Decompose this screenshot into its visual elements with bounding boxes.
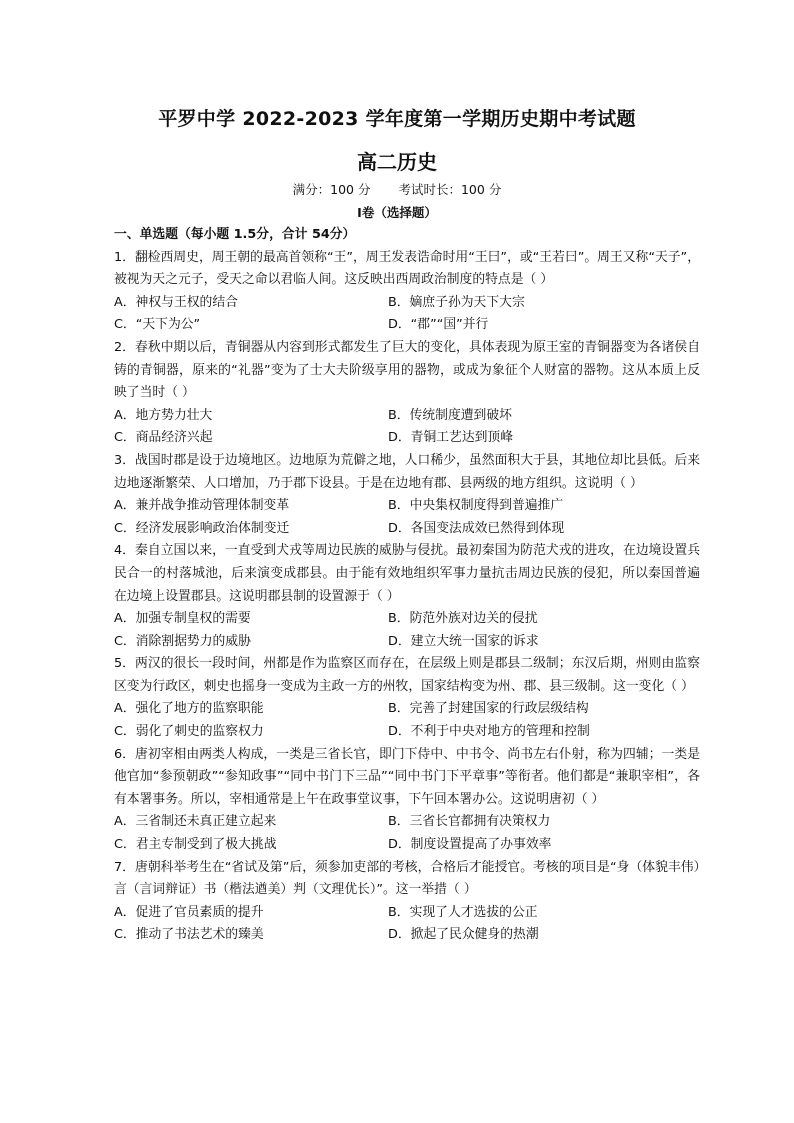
exam-subtitle: 高二历史 [357, 150, 437, 174]
section-heading: 一、单选题（每小题 1.5分，合计 54分） [114, 227, 356, 242]
options [114, 698, 700, 743]
question-5 [114, 653, 700, 743]
option-d: D．青铜工艺达到顶峰 [388, 430, 514, 446]
exam-title: 平罗中学 2022-2023 学年度第一学期历史期中考试题 [158, 108, 636, 130]
option-b: B．完善了封建国家的行政层级结构 [388, 701, 589, 717]
option-a: A．强化了地方的监察职能 [114, 701, 264, 717]
question-1 [114, 247, 700, 337]
option-a: A．地方势力壮大 [114, 407, 213, 423]
option-a: A．加强专制皇权的需要 [114, 611, 251, 627]
option-a: A．兼并战争推动管理体制变革 [114, 498, 290, 514]
option-d: D．建立大统一国家的诉求 [388, 633, 539, 649]
option-c: C．经济发展影响政治体制变迁 [114, 520, 290, 536]
option-c: C．消除割据势力的威胁 [114, 633, 251, 649]
option-b: B．三省长官都拥有决策权力 [388, 814, 551, 830]
question-stem: 4．秦自立国以来，一直受到犬戎等周边民族的威胁与侵扰。最初秦国为防范犬戎的进攻，在边境设置兵民合一的村落城池，后来演变成郡县。由于能有效地组织军事力量抗击周边民族的侵犯，所以秦国普遍在边境上设置郡县。这说明郡县制的设置源于（ ） [114, 543, 700, 604]
full-score: 满分：100 分 [292, 182, 371, 197]
option-d: D．“郡”“国”并行 [388, 317, 489, 333]
question-6 [114, 744, 700, 857]
option-a: A．神权与王权的结合 [114, 294, 238, 310]
option-c: C．弱化了刺史的监察权力 [114, 724, 264, 740]
option-c: C．商品经济兴起 [114, 430, 213, 446]
option-c: C．推动了书法艺术的臻美 [114, 927, 264, 943]
question-stem: 3．战国时郡是设于边境地区。边地原为荒僻之地，人口稀少，虽然面积大于县，其地位却比县低。后来边地逐渐繁荣、人口增加，乃于郡下设县。于是在边地有郡、县两级的地方组织。这说明（ ） [114, 452, 700, 491]
options [114, 495, 700, 540]
question-stem: 7．唐朝科举考生在“省试及第”后，须参加吏部的考核，合格后才能授官。考核的项目是“身（体貌丰伟）言（言词辩证）书（楷法遒美）判（文理优长）”。这一举措（ ） [114, 859, 700, 898]
question-stem: 2．春秋中期以后，青铜器从内容到形式都发生了巨大的变化，具体表现为原王室的青铜器变为各诸侯自铸的青铜器，原来的“礼器”变为了士大夫阶级享用的器物，或成为象征个人财富的器物。这从本质上反映了当时（ ） [114, 339, 700, 401]
options [114, 292, 700, 337]
option-b: B．传统制度遭到破坏 [388, 407, 512, 423]
exam-content [114, 224, 700, 947]
option-b: B．实现了人才选拔的公正 [388, 904, 538, 920]
question-2 [114, 337, 700, 450]
option-d: D．掀起了民众健身的热潮 [388, 927, 539, 943]
options [114, 811, 700, 856]
options [114, 902, 700, 947]
question-7 [114, 857, 700, 947]
option-b: B．中央集权制度得到普遍推广 [388, 498, 564, 514]
options [114, 608, 700, 653]
option-c: C．“天下为公” [114, 317, 201, 333]
options [114, 405, 700, 450]
question-stem: 5．两汉的很长一段时间，州都是作为监察区而存在，在层级上则是郡县二级制；东汉后期，州则由监察区变为行政区，刺史也摇身一变成为主政一方的州牧，国家结构变为州、郡、县三级制。这一变化（ ） [114, 656, 700, 694]
option-c: C．君主专制受到了极大挑战 [114, 837, 277, 853]
option-b: B．嫡庶子孙为天下大宗 [388, 294, 525, 310]
question-3 [114, 450, 700, 540]
duration: 考试时长：100 分 [398, 182, 502, 197]
question-4 [114, 540, 700, 653]
volume-label: I卷（选择题） [357, 205, 437, 220]
question-stem: 6．唐初宰相由两类人构成，一类是三省长官，即门下侍中、中书令、尚书左右仆射，称为四辅；一类是他官加“参预朝政”“参知政事”“同中书门下三品”“同中书门下平章事”等衔者。他们都是“兼职宰相”，各有本署事务。所以，宰相通常是上午在政事堂议事，下午回本署办公。这说明唐初（ ） [114, 746, 700, 807]
option-d: D．各国变法成效已然得到体现 [388, 520, 565, 536]
option-a: A．促进了官员素质的提升 [114, 904, 264, 920]
option-a: A．三省制还未真正建立起来 [114, 814, 277, 830]
option-d: D．制度设置提高了办事效率 [388, 837, 552, 853]
option-b: B．防范外族对边关的侵扰 [388, 611, 538, 627]
question-stem: 1．翻检西周史，周王朝的最高首领称“王”，周王发表诰命时用“王曰”，或“王若曰”。周王又称“天子”，被视为天之元子，受天之命以君临人间。这反映出西周政治制度的特点是（ ） [114, 249, 700, 288]
option-d: D．不利于中央对地方的管理和控制 [388, 724, 590, 740]
exam-meta [0, 180, 794, 198]
